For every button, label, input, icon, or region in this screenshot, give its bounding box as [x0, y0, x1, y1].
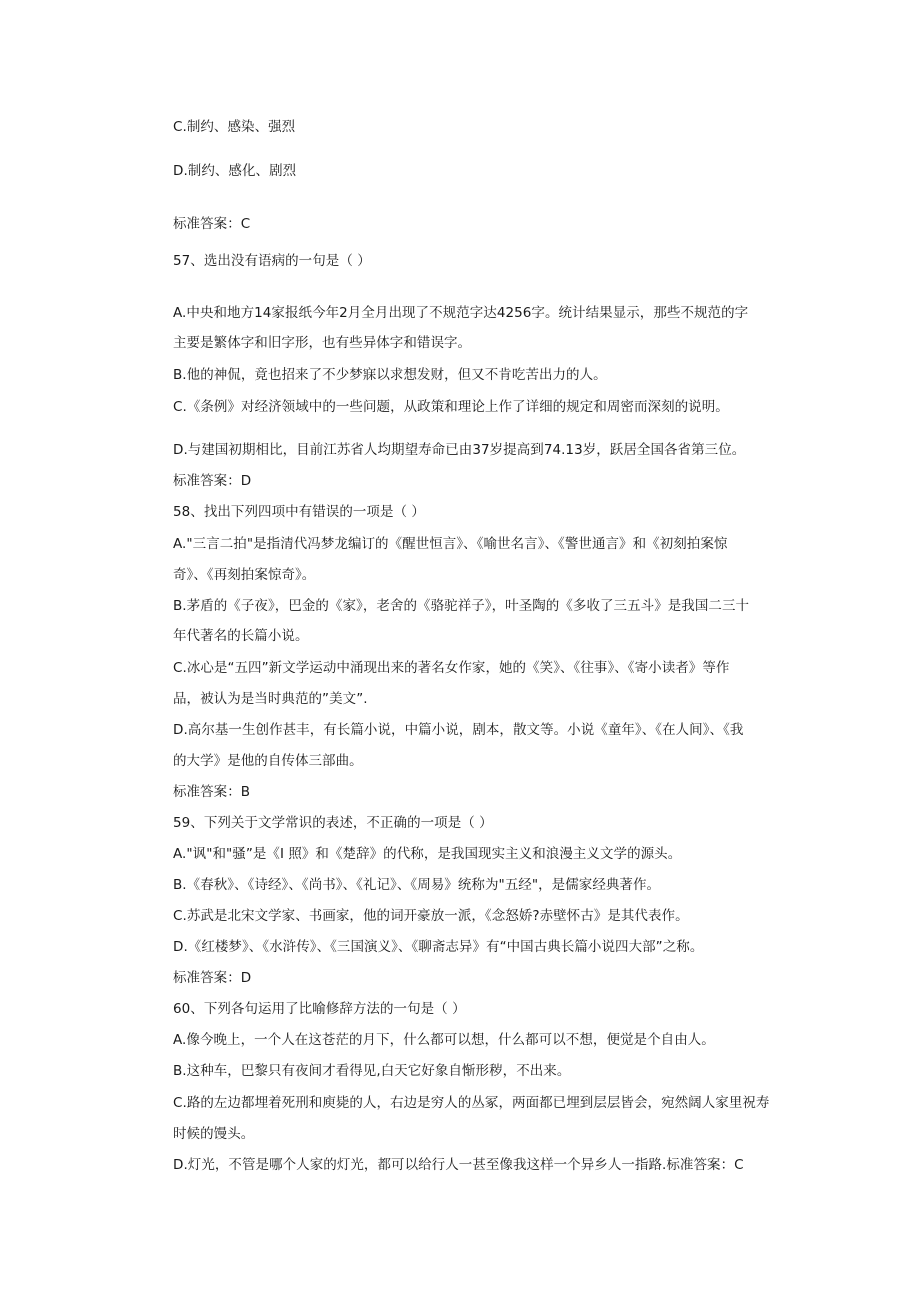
- option-c-q58-line2: 品，被认为是当时典范的”美文”.: [173, 691, 368, 707]
- option-c-q59: C.苏武是北宋文学家、书画家，他的词开豪放一派，《念怒娇?赤壁怀古》是其代表作。: [173, 908, 689, 924]
- answer-q56: 标准答案：C: [173, 216, 251, 232]
- question-57: 57、选出没有语病的一句是（ ）: [173, 253, 371, 269]
- option-b-q57: B.他的神侃，竟也招来了不少梦寐以求想发财，但又不肯吃苦出力的人。: [173, 367, 607, 383]
- option-d-q59: D.《红楼梦》、《水浒传》、《三国演义》、《聊斋志异》有“中国古典长篇小说四大部”之称。: [173, 939, 704, 955]
- option-d-q58-line1: D.高尔基一生创作甚丰，有长篇小说，中篇小说，剧本，散文等。小说《童年》、《在人间》、《我: [173, 722, 744, 738]
- answer-q58: 标准答案：B: [173, 784, 251, 800]
- option-b-q60: B.这种车，巴黎只有夜间才看得见,白天它好象自惭形秽，不出来。: [173, 1063, 571, 1079]
- question-60: 60、下列各句运用了比喻修辞方法的一句是（ ）: [173, 1001, 466, 1017]
- option-a-q58-line2: 奇》、《再刻拍案惊奇》。: [173, 567, 316, 583]
- question-58: 58、找出下列四项中有错误的一项是（ ）: [173, 504, 425, 520]
- option-d-q60-with-answer: D.灯光，不管是哪个人家的灯光，都可以给行人一甚至像我这样一个异乡人一指路.标准答案：C: [173, 1157, 744, 1173]
- option-b-q59: B.《春秋》、《诗经》、《尚书》、《礼记》、《周易》统称为"五经"，是儒家经典著作。: [173, 877, 661, 893]
- option-d-q56: D.制约、感化、剧烈: [173, 163, 297, 179]
- option-a-q59: A."讽"和"骚”是《I 照》和《楚辞》的代称，是我国现实主义和浪漫主义文学的源头。: [173, 846, 682, 862]
- option-a-q60: A.像今晚上，一个人在这苍茫的月下，什么都可以想，什么都可以不想，便觉是个自由人。: [173, 1032, 715, 1048]
- answer-q59: 标准答案：D: [173, 970, 252, 986]
- answer-q57: 标准答案：D: [173, 473, 252, 489]
- option-a-q57-line2: 主要是繁体字和旧字形，也有些异体字和错误字。: [173, 335, 472, 351]
- option-b-q58-line2: 年代著名的长篇小说。: [173, 628, 309, 644]
- option-c-q60-line2: 时候的馒头。: [173, 1126, 255, 1142]
- option-a-q57-line1: A.中央和地方14家报纸今年2月全月出现了不规范字达4256字。统计结果显示，那些不规范的字: [173, 305, 749, 321]
- question-59: 59、下列关于文学常识的表述，不正确的一项是（ ）: [173, 815, 493, 831]
- option-b-q58-line1: B.茅盾的《子夜》，巴金的《家》，老舍的《骆驼祥子》，叶圣陶的《多收了三五斗》是我国二三十: [173, 598, 750, 614]
- option-a-q58-line1: A."三言二拍"是指清代冯梦龙编订的《醒世恒言》、《喻世名言》、《警世通言》和《初刻拍案惊: [173, 536, 728, 552]
- option-c-q58-line1: C.冰心是“五四”新文学运动中涌现出来的著名女作家，她的《笑》、《往事》、《寄小读者》等作: [173, 660, 730, 676]
- option-c-q57: C.《条例》对经济领域中的一些问题，从政策和理论上作了详细的规定和周密而深刻的说明。: [173, 399, 729, 415]
- option-d-q57: D.与建国初期相比，目前江苏省人均期望寿命已由37岁提高到74.13岁，跃居全国各省第三位。: [173, 442, 746, 458]
- option-c-q56: C.制约、感染、强烈: [173, 119, 296, 135]
- option-d-q58-line2: 的大学》是他的自传体三部曲。: [173, 753, 363, 769]
- option-c-q60-line1: C.路的左边都埋着死刑和庾毙的人，右边是穷人的丛冢，两面都已埋到层层皆会，宛然阔人家里祝寿: [173, 1095, 770, 1111]
